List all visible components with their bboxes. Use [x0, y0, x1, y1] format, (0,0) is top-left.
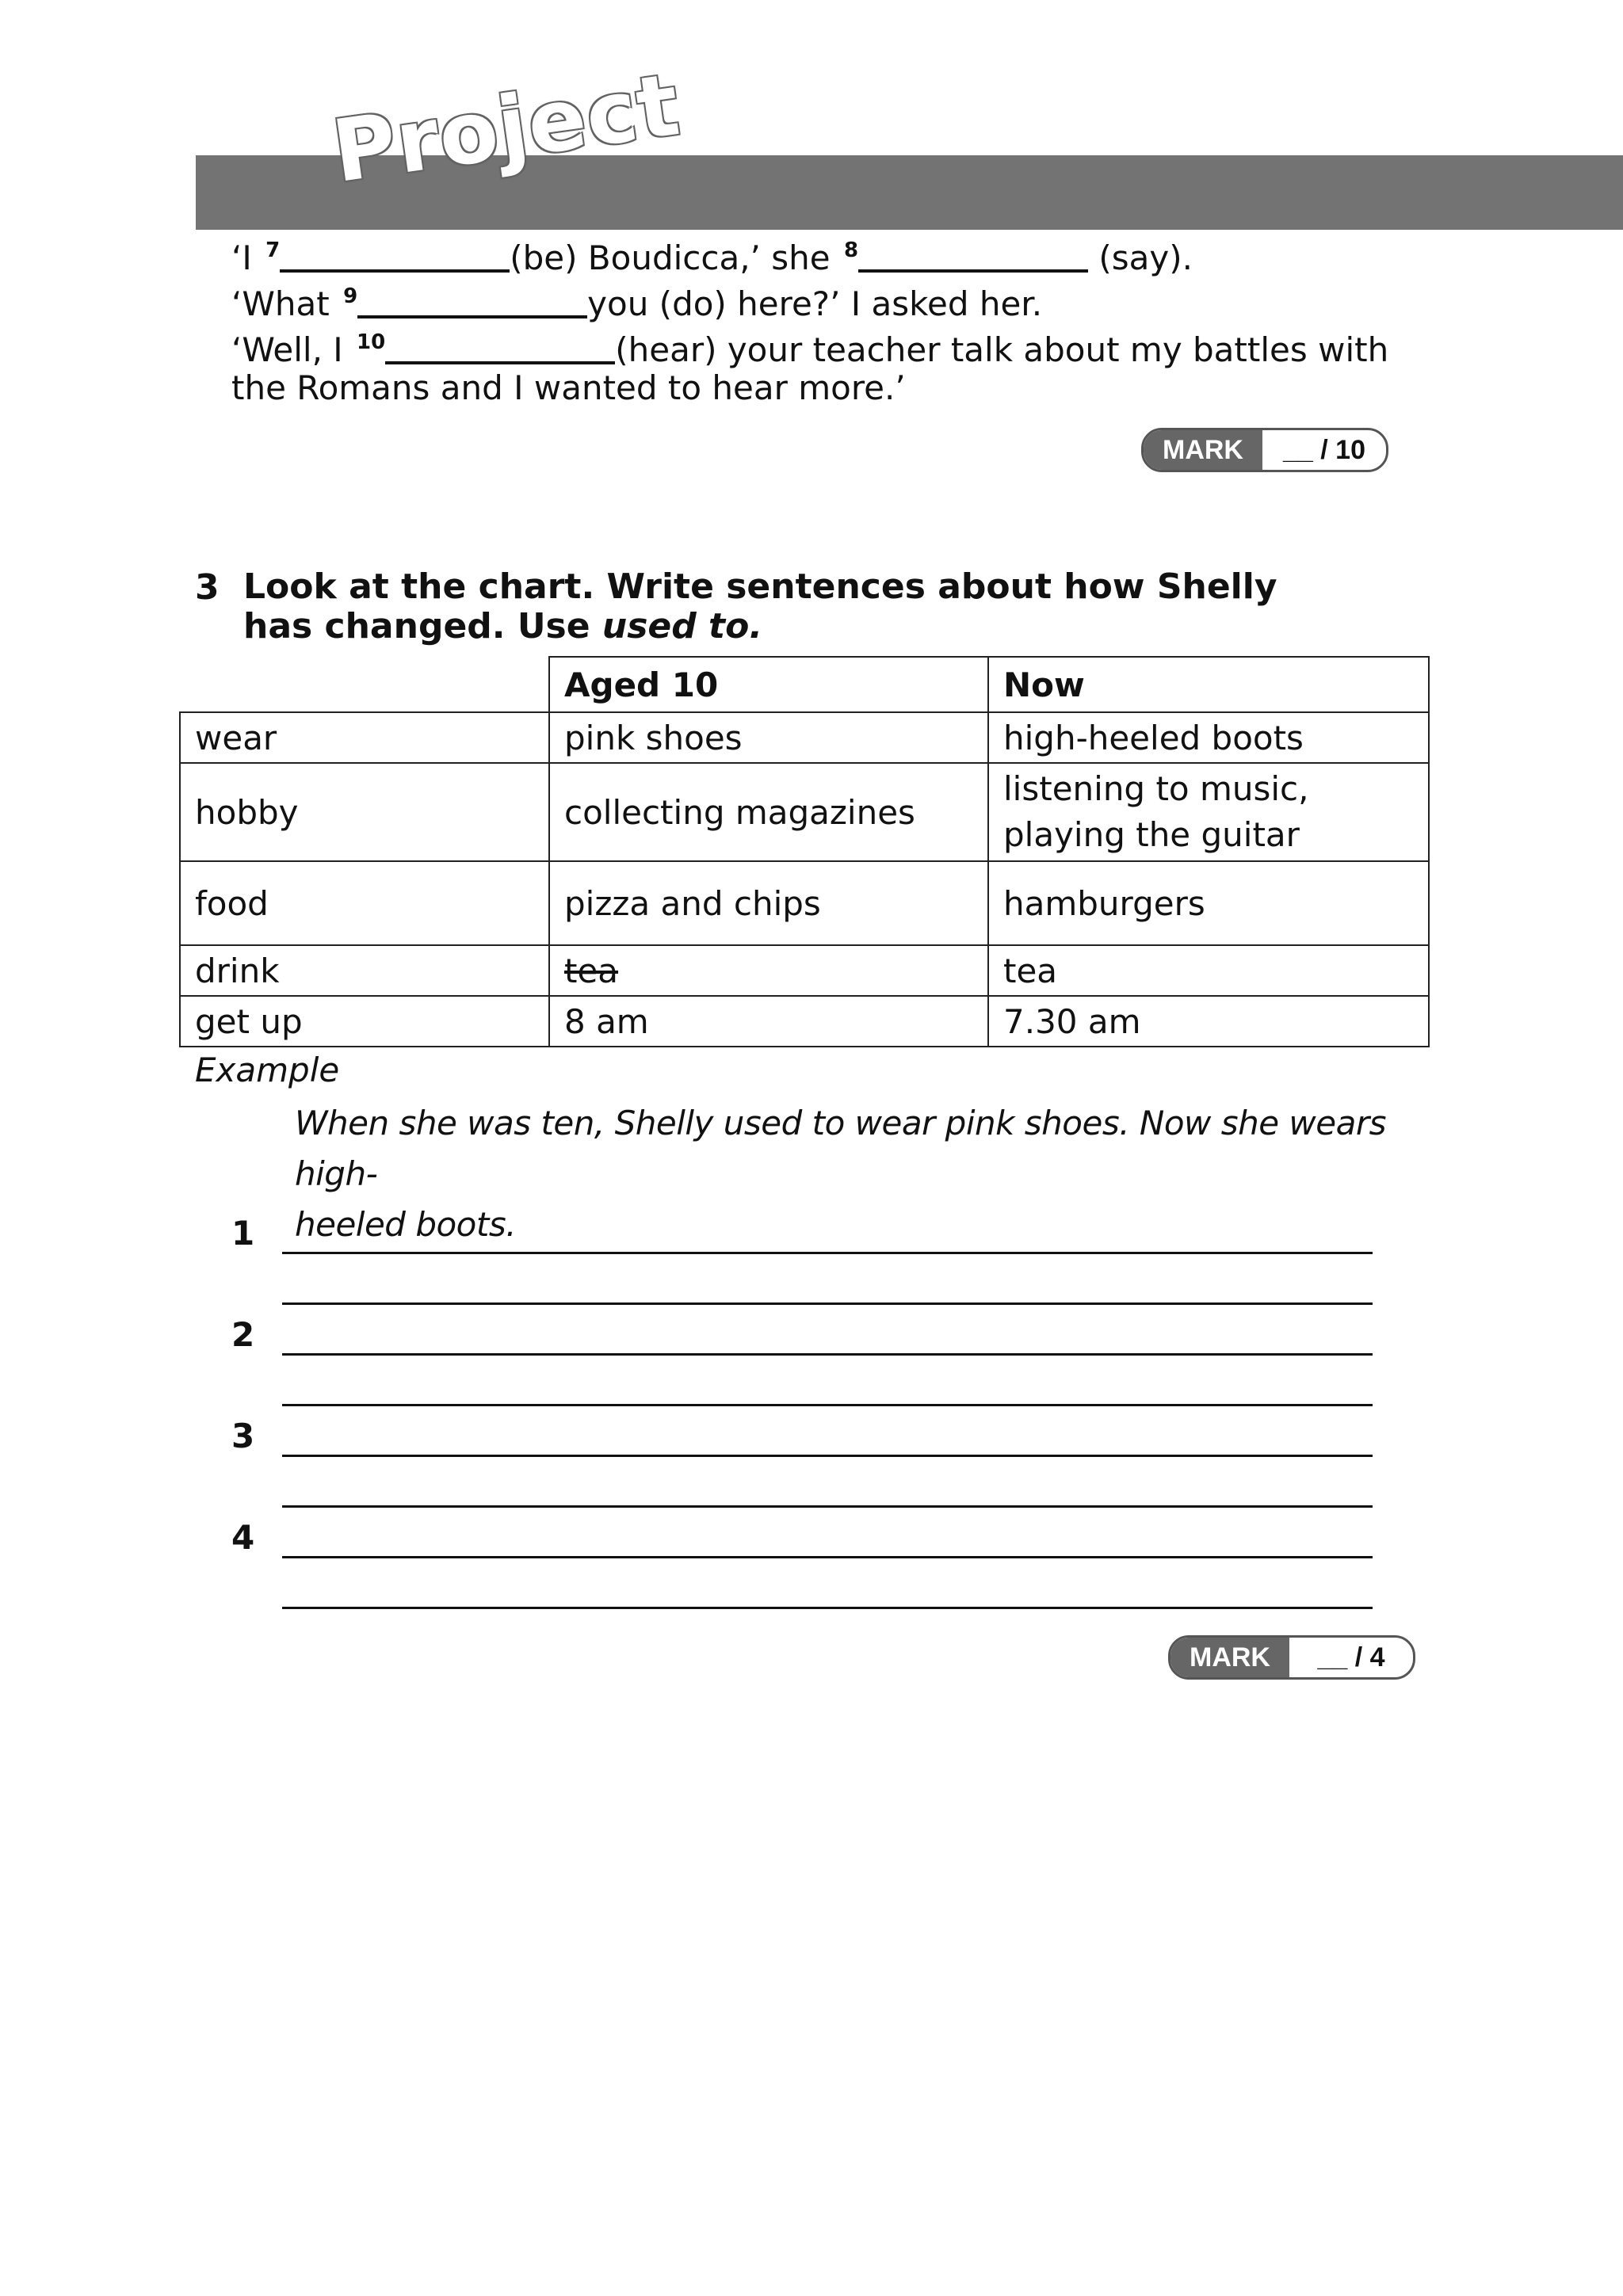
answer-line[interactable]	[282, 1455, 1373, 1457]
passage-line-1: ‘I $^7$ (be) Boudicca,’ she $^8$ (say).	[231, 238, 1193, 277]
table-header-row	[180, 657, 1429, 712]
answer-line[interactable]	[282, 1556, 1373, 1558]
answer-number: 3	[231, 1417, 255, 1455]
passage-line-4: the Romans and I wanted to hear more.’	[231, 368, 906, 407]
table-row	[180, 861, 1429, 945]
cell-aged10: pizza and chips	[549, 861, 988, 945]
answer-line[interactable]	[282, 1505, 1373, 1508]
answer-line[interactable]	[282, 1302, 1373, 1305]
cell-now: high-heeled boots	[988, 712, 1429, 763]
cell-aged10: 8 am	[549, 996, 988, 1047]
answer-number: 4	[231, 1518, 255, 1557]
answer-blank-8[interactable]	[858, 238, 1088, 273]
cell-aged10-struck: tea	[549, 945, 988, 996]
cell-now: listening to music, playing the guitar	[988, 763, 1429, 861]
cell-now: tea	[988, 945, 1429, 996]
row-label: food	[180, 861, 549, 945]
mark-score[interactable]: __ / 10	[1283, 434, 1365, 465]
answer-blank-10[interactable]	[385, 330, 615, 364]
table-header-aged10: Aged 10	[549, 657, 988, 712]
row-label: drink	[180, 945, 549, 996]
table-row	[180, 712, 1429, 763]
cell-aged10: pink shoes	[549, 712, 988, 763]
answer-line[interactable]	[282, 1353, 1373, 1356]
row-label: hobby	[180, 763, 549, 861]
question-number: 3	[195, 567, 220, 608]
project-logo: Project	[327, 55, 686, 202]
shelly-chart-table	[179, 656, 1430, 1047]
passage-line-3: ‘Well, I $^{10}$ (hear) your teacher talk about my battles with	[231, 330, 1389, 369]
cell-aged10: collecting magazines	[549, 763, 988, 861]
table-row	[180, 996, 1429, 1047]
cell-now: 7.30 am	[988, 996, 1429, 1047]
answer-number: 1	[231, 1214, 255, 1253]
example-sentence: When she was ten, Shelly used to wear pink shoes. Now she wears high- heeled boots.	[295, 1104, 1386, 1244]
mark-box	[1141, 428, 1388, 472]
table-header-blank	[180, 657, 549, 712]
answer-blank-9[interactable]	[357, 284, 587, 318]
example-label: Example	[195, 1051, 340, 1089]
table-header-now: Now	[988, 657, 1429, 712]
table-row	[180, 945, 1429, 996]
passage-line-2: ‘What $^9$ you (do) here?’ I asked her.	[231, 284, 1043, 323]
answer-blank-7[interactable]	[280, 238, 510, 273]
row-label: get up	[180, 996, 549, 1047]
question-instruction: Look at the chart. Write sentences about how Shelly has changed. Use used to.	[243, 566, 1277, 646]
mark-label: MARK	[1144, 430, 1262, 470]
row-label: wear	[180, 712, 549, 763]
table-row	[180, 763, 1429, 861]
answer-line[interactable]	[282, 1607, 1373, 1609]
answer-line[interactable]	[282, 1404, 1373, 1406]
answer-number: 2	[231, 1315, 255, 1354]
cell-now: hamburgers	[988, 861, 1429, 945]
mark-label: MARK	[1170, 1638, 1289, 1677]
answer-line[interactable]	[282, 1252, 1373, 1254]
mark-box	[1168, 1635, 1415, 1680]
mark-score[interactable]: __ / 4	[1317, 1642, 1385, 1672]
